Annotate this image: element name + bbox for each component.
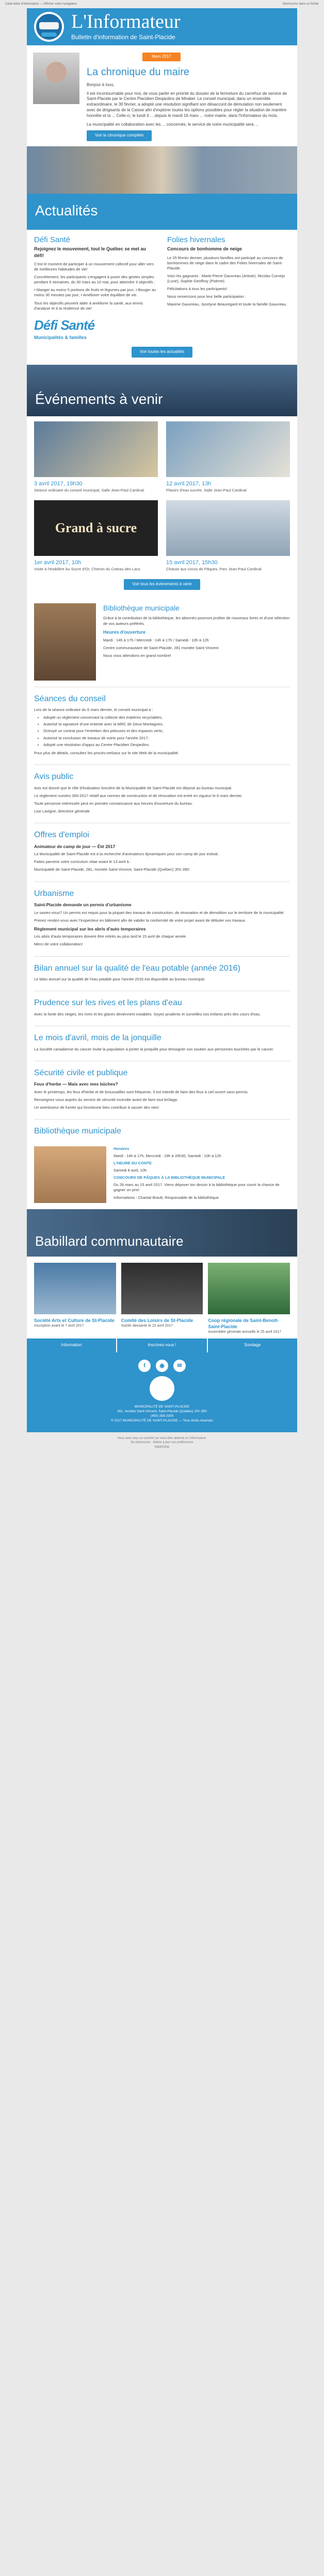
community-image — [208, 1263, 290, 1314]
view-in-browser-link[interactable]: Cette lettre d'information — Afficher votre navigateur — [5, 2, 77, 6]
newsletter-subtitle: Bulletin d'information de Saint-Placide — [71, 33, 175, 41]
action-bar — [27, 1338, 297, 1352]
civil-security-title: Sécurité civile et publique — [34, 1068, 128, 1077]
community-board-banner — [27, 1209, 297, 1257]
council-title: Séances du conseil — [34, 694, 106, 703]
library2-text: Informations : Chantal Brault, Responsable de la bibliothèque — [114, 1195, 219, 1200]
daffodil-title: Le mois d'avril, mois de la jonquille — [34, 1033, 161, 1042]
public-notice-title: Avis public — [34, 772, 74, 781]
email-icon[interactable]: ✉ — [173, 1360, 186, 1372]
event-card[interactable] — [162, 421, 290, 500]
news-text: Voici les gagnants : Marie-Pierre Gauvreau (Artiste), Nicolas Cornejo (Lune), Sophie Geoffroy (Poème). — [167, 273, 285, 284]
council-item: • Autorisé la conclusion de travaux de voirie pour l'année 2017; — [43, 736, 290, 741]
library-note: Nous vous attendons en grand nombre! — [103, 653, 171, 658]
events-banner — [27, 365, 297, 416]
community-title: Coop régionale de Saint-Benoît-Saint-Placide — [208, 1317, 279, 1329]
event-date: 1er avril 2017, 10h — [34, 559, 82, 566]
community-text: Assemblée générale annuelle le 25 avril 2017 — [208, 1330, 281, 1334]
footer-org: MUNICIPALITÉ DE SAINT-PLACIDE — [134, 1405, 190, 1409]
water-section — [27, 957, 297, 991]
masthead — [27, 8, 297, 45]
news-text: • Manger au moins 5 portions de fruits et légumes par jour; • Bouger au moins 30 minutes par jour; • Améliorer votre équilibre de vie. — [34, 287, 156, 298]
events-heading: Événements à venir — [35, 391, 163, 407]
library2-photo — [34, 1146, 106, 1203]
urbanism-subtitle: Règlement municipal sur les abris d'auto temporaires — [34, 926, 146, 931]
footer-logo — [150, 1376, 174, 1401]
all-events-button[interactable]: Voir tous les évènements à venir — [124, 579, 200, 590]
council-item: • Adopté une résolution d'appui au Centre Placidien Desjardins. — [43, 742, 290, 748]
community-image — [34, 1263, 116, 1314]
news-subtitle: Rejoignez le mouvement, tout le Québec se met au défi! — [34, 246, 147, 258]
news-heading: Actualités — [27, 194, 297, 230]
mayor-title: La chronique du maire — [87, 66, 190, 78]
community-image — [121, 1263, 203, 1314]
daffodil-text: La Société canadienne du cancer invite la population à porter la jonquille pour témoigner son soutien aux personnes touchées par le cancer. — [34, 1046, 274, 1052]
library2-text: Mardi : 14h à 17h, Mercredi : 19h à 20h30, Samedi : 10h à 12h — [114, 1153, 221, 1158]
urbanism-title: Urbanisme — [34, 889, 74, 898]
event-card[interactable] — [34, 500, 162, 579]
top-bar — [0, 0, 324, 8]
newsletter — [27, 8, 297, 1432]
daffodil-section — [27, 1026, 297, 1061]
news-text: Félicitations à tous les participants! — [167, 286, 228, 292]
mayor-paragraph: Il est incontournable pour moi, de vous parler en priorité du dossier de la fermeture du carrefour de service de Saint-Placide par le Centre Placidien Desjardins de Mirabel. Le conseil municipal, dans un ensemble extraordinaire, le 30 février, a adopté une résolution signifiant son désaccord de démutation non seulement avec de dirigeants de la Caisse afin d'explorer toutes les options possibles pour régler la situation de manière honnête et la ... Celle-ci, le lundi 4 ... depuis le mardi 16 mars ... notre mairie, dans l'Informateur du mois. — [87, 91, 287, 118]
civil-security-text: Avec le printemps, les feux d'herbe et de broussailles sont fréquents. Il est interdit de faire des feux à ciel ouvert sans permis. — [34, 1089, 249, 1094]
event-description: Visite à l'érablière Au Sucre d'Or, Chemin du Coteau des Lacs — [34, 566, 140, 571]
newsletter-title: L'Informateur — [71, 11, 181, 33]
water-text: Le bilan annuel sur la qualité de l'eau potable pour l'année 2016 est disponible au bureau municipal. — [34, 977, 205, 982]
jobs-address: Municipalité de Saint-Placide, 281, montée Saint-Vincent, Saint-Placide (Québec) J0V 2B0 — [34, 867, 189, 872]
news-text: C'est le moment de participer à un mouvement collectif pour aller vers de meilleures habitudes de vie! — [34, 261, 154, 272]
news-text: Le 25 février dernier, plusieurs familles ont participé au concours de bonhommes de neige dans le cadre des Folies hivernales de Saint-Placide. — [167, 255, 283, 270]
library-hours-title: Heures d'ouverture — [103, 629, 146, 635]
news-text: Concrètement, les participants s'engagent à poser des gestes simples pendant 6 semaines, du 30 mars au 10 mai, pour atteindre 3 objectifs : — [34, 275, 155, 285]
defi-sante-logo-subtext: Municipalités & familles — [34, 334, 87, 340]
urbanism-section — [27, 882, 297, 956]
footer-phone: (450) 258-2305 — [150, 1414, 174, 1418]
issue-date-badge: Mars 2017 — [142, 53, 181, 61]
news-text: Nous remercions pour leur belle participation : — [167, 294, 246, 299]
email-footer — [0, 1432, 324, 1459]
library2-text: Samedi 8 avril, 10h — [114, 1168, 147, 1173]
footer — [27, 1352, 297, 1432]
shore-safety-title: Prudence sur les rives et les plans d'eau — [34, 998, 182, 1008]
website-icon[interactable]: ◉ — [156, 1360, 168, 1372]
subscribe-button[interactable]: Inscrivez-vous ! — [117, 1338, 207, 1352]
jobs-subtitle: Animateur de camp de jour — Été 2017 — [34, 843, 116, 849]
urbanism-text: Les abris d'auto temporaires doivent être retirés au plus tard le 15 avril de chaque année. — [34, 934, 187, 939]
library2-text: Du 28 mars au 15 avril 2017. Viens déposer ton dessin à la bibliothèque pour courir la chance de gagner un prix! — [114, 1182, 280, 1193]
notice-text: Toute personne intéressée peut en prendre connaissance aux heures d'ouverture du bureau. — [34, 801, 193, 806]
municipality-logo — [34, 12, 64, 42]
event-description: Plaisirs d'eau sucrée, Salle Jean-Paul Cardinal — [166, 487, 247, 493]
mayor-photo — [33, 53, 79, 104]
news-title: Défi Santé — [34, 235, 71, 244]
event-description: Séance ordinaire du conseil municipal, Salle Jean-Paul Cardinal — [34, 487, 144, 493]
news-text: Maxime Gauvreau, Jocelyne Beauregard et toute la famille Gauvreau. — [167, 302, 287, 307]
civil-security-section — [27, 1061, 297, 1119]
library-title: Bibliothèque municipale — [103, 603, 180, 612]
library2-section — [27, 1140, 297, 1209]
defi-sante-logo — [34, 316, 157, 341]
jobs-text: La Municipalité de Saint-Placide est à la recherche d'animateurs dynamiques pour son camp de jour estival. — [34, 852, 219, 857]
survey-button[interactable]: Sondage — [208, 1338, 297, 1352]
news-title: Folies hivernales — [167, 235, 225, 244]
council-item: • Octroyé un contrat pour l'entretien des pelouses et des espaces verts; — [43, 728, 290, 734]
civil-security-text: Renseignez-vous auprès du service de sécurité incendie avant de faire tout brûlage. — [34, 1097, 179, 1102]
shore-safety-text: Avec la fonte des neiges, les rives et les glaces deviennent instables. Soyez prudents et surveillez vos enfants près des cours d'eau. — [34, 1011, 261, 1016]
library-hours: Mardi : 14h à 17h / Mercredi : 14h à 17h / Samedi : 10h à 12h — [103, 637, 209, 642]
event-image — [34, 421, 158, 477]
jobs-section — [27, 823, 297, 881]
events-grid — [27, 416, 297, 579]
library-text: Grâce à la contribution de la bibliothèque, les abonnés pourront profiter de nouveaux livres et d'une sélection de vos auteurs préférés. — [103, 616, 290, 626]
library2-subtitle: CONCOURS DE PÂQUES À LA BIBLIOTHÈQUE MUNICIPALE — [114, 1175, 225, 1180]
community-board-grid — [27, 1257, 297, 1339]
subscription-note: Vous avez reçu ce courriel car vous êtes abonné à L'Informateur. — [117, 1437, 207, 1440]
news-section — [27, 230, 297, 347]
event-date: 3 avril 2017, 19h30 — [34, 480, 83, 487]
urbanism-text: Merci de votre collaboration! — [34, 942, 83, 947]
news-text: Tous les objectifs peuvent aider à améliorer la santé, aux tennis d'analyse et à la résilience de vie! — [34, 300, 143, 311]
mayor-paragraph: La municipalité en collaboration avec les ... concernés, le service de notre municipalité sera ... — [87, 122, 258, 127]
photo-collage — [27, 146, 297, 194]
read-mayor-column-button[interactable]: Voir la chronique complète — [87, 130, 152, 141]
public-notice-section — [27, 765, 297, 823]
shore-safety-section — [27, 991, 297, 1026]
civil-security-text: Un avertisseur de fumée qui fonctionne bien contribue à sauver des vies! — [34, 1105, 159, 1110]
water-title: Bilan annuel sur la qualité de l'eau potable (année 2016) — [34, 963, 240, 973]
council-section — [27, 687, 297, 765]
jobs-text: Faites parvenir votre curriculum vitae avant le 13 avril à : — [34, 859, 131, 865]
information-button[interactable]: Information — [27, 1338, 117, 1352]
library2-title: Bibliothèque municipale — [34, 1127, 121, 1136]
community-title: Société Arts et Culture de St-Placide — [34, 1317, 115, 1323]
community-text: Soirée dansante le 22 avril 2017 — [121, 1324, 173, 1328]
library-section — [27, 597, 297, 687]
notice-signature: Lise Lavigne, directrice générale — [34, 808, 90, 814]
all-news-button[interactable]: Voir toutes les actualités — [132, 347, 192, 358]
footer-address: 281, montée Saint-Vincent, Saint-Placide (Québec) J0V 2B0 — [117, 1410, 207, 1414]
notice-text: Avis est donné que le rôle d'évaluation foncière de la Municipalité de Saint-Placide est déposé au bureau municipal. — [34, 785, 233, 790]
unsubscribe-preferences-link[interactable]: Se désinscrire · Mettre à jour vos préférences — [131, 1441, 193, 1445]
mayor-section — [27, 45, 297, 146]
library-photo — [34, 603, 96, 681]
event-card[interactable] — [34, 421, 162, 500]
community-board-heading: Babillard communautaire — [35, 1233, 184, 1249]
event-card[interactable] — [162, 500, 290, 579]
event-image — [166, 500, 290, 556]
library2-heading-wrap — [27, 1120, 297, 1137]
defi-sante-logo-text: Défi Santé — [34, 317, 95, 333]
library2-subtitle: L'HEURE DU CONTE — [114, 1160, 152, 1165]
footer-copyright: © 2017 MUNICIPALITÉ DE SAINT-PLACIDE — Tous droits réservés — [111, 1418, 213, 1422]
unsubscribe-link[interactable]: Désinscrire dans ce fichier — [282, 2, 319, 6]
community-title: Comité des Loisirs de St-Placide — [121, 1317, 193, 1323]
event-description: Chasse aux cocos de Pâques, Parc Jean-Paul Cardinal — [166, 566, 262, 571]
library2-subtitle: Horaires — [114, 1146, 129, 1151]
urbanism-subtitle: Saint-Placide demande un permis d'urbanisme — [34, 902, 132, 908]
urbanism-text: Le saviez-vous? Un permis est requis pour la plupart des travaux de construction, de rénovation et de démolition sur le territoire de la municipalité. — [34, 910, 285, 915]
mailchimp-badge[interactable]: MailChimp — [154, 1445, 170, 1449]
community-card[interactable] — [34, 1263, 121, 1335]
council-item: • Autorisé la signature d'une entente avec la MRC de Deux-Montagnes; — [43, 722, 290, 727]
event-date: 15 avril 2017, 15h30 — [166, 559, 218, 566]
library-address: Centre communautaire de Saint-Placide, 281 montée Saint-Vincent — [103, 645, 219, 650]
council-footer: Pour plus de détails, consultez les procès-verbaux sur le site Web de la municipalité. — [34, 750, 179, 755]
jobs-title: Offres d'emploi — [34, 831, 89, 840]
event-image: Grand à sucre — [34, 500, 158, 556]
event-image — [166, 421, 290, 477]
council-item: • Adopté un règlement concernant la collecte des matières recyclables; — [43, 715, 290, 720]
notice-text: Le règlement numéro 356-2017 relatif aux normes de construction et de rénovation est entré en vigueur le 6 mars dernier. — [34, 793, 242, 798]
community-card[interactable] — [121, 1263, 208, 1335]
event-date: 12 avril 2017, 13h — [166, 480, 212, 487]
mayor-greeting: Bonjour à tous, — [87, 82, 115, 87]
social-links — [32, 1360, 292, 1372]
news-subtitle: Concours de bonhomme de neige — [167, 246, 242, 252]
council-intro: Lors de la séance ordinaire du 6 mars dernier, le conseil municipal a : — [34, 707, 153, 713]
community-card[interactable] — [208, 1263, 290, 1335]
urbanism-text: Prenez rendez-vous avec l'inspecteur en bâtiment afin de valider la conformité de votre projet avant de débuter vos travaux. — [34, 918, 246, 923]
facebook-icon[interactable]: f — [138, 1360, 151, 1372]
civil-security-subtitle: Feux d'herbe — Mais avec mes bûches? — [34, 1081, 118, 1087]
community-text: Inscription avant le 7 avril 2017 — [34, 1324, 84, 1328]
